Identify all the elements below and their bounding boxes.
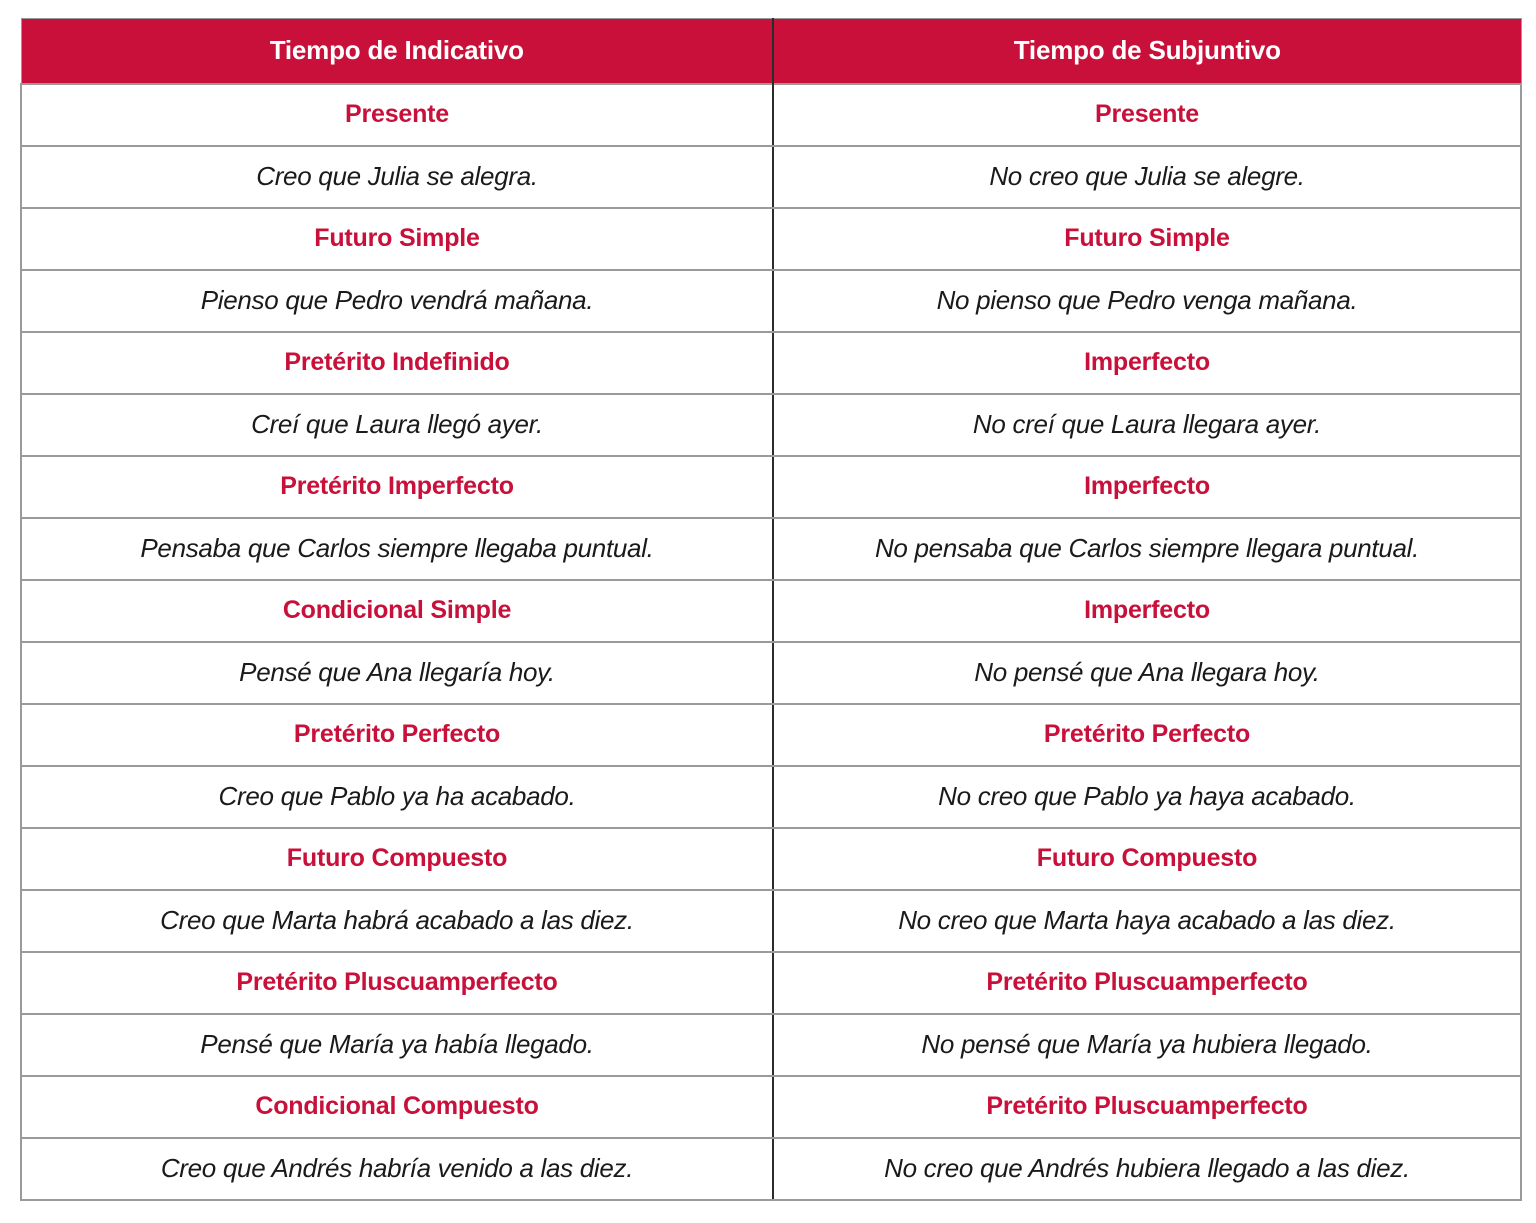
cell-label: Creo que Marta habrá acabado a las diez.: [160, 905, 634, 936]
example-cell-indicativo: [21, 1138, 773, 1200]
tense-cell-subjuntivo: [773, 332, 1521, 394]
cell-label: Imperfecto: [1084, 471, 1210, 500]
cell-label: Futuro Compuesto: [286, 843, 508, 872]
column-header-subjuntivo: [773, 19, 1521, 84]
cell-label: Presente: [1094, 99, 1199, 128]
table-row: [21, 952, 1521, 1014]
cell-label: Condicional Simple: [282, 595, 512, 624]
cell-label: Futuro Simple: [1064, 223, 1230, 252]
tense-cell-indicativo: [21, 1076, 773, 1138]
cell-label: Pretérito Perfecto: [293, 719, 501, 748]
table-row: [21, 890, 1521, 952]
tense-cell-subjuntivo: [773, 580, 1521, 642]
example-cell-subjuntivo: [773, 394, 1521, 456]
column-header-subjuntivo-label: Tiempo de Subjuntivo: [1013, 35, 1281, 66]
cell-label: Creí que Laura llegó ayer.: [251, 409, 543, 440]
table-row: [21, 208, 1521, 270]
tense-cell-subjuntivo: [773, 704, 1521, 766]
cell-label: Pretérito Pluscuamperfecto: [236, 967, 558, 996]
table-row: [21, 1076, 1521, 1138]
tense-cell-subjuntivo: [773, 208, 1521, 270]
cell-label: No creo que Pablo ya haya acabado.: [938, 781, 1356, 812]
example-cell-subjuntivo: [773, 766, 1521, 828]
table-row: [21, 518, 1521, 580]
table-row: [21, 580, 1521, 642]
table-row: [21, 146, 1521, 208]
example-cell-indicativo: [21, 518, 773, 580]
cell-label: Pensé que Ana llegaría hoy.: [239, 657, 555, 688]
cell-label: No pensaba que Carlos siempre llegara puntual.: [874, 533, 1420, 564]
table-row: [21, 766, 1521, 828]
example-cell-indicativo: [21, 394, 773, 456]
cell-label: No pienso que Pedro venga mañana.: [936, 285, 1358, 316]
cell-label: Pretérito Indefinido: [284, 347, 510, 376]
tense-cell-subjuntivo: [773, 456, 1521, 518]
cell-label: Creo que Pablo ya ha acabado.: [218, 781, 576, 812]
cell-label: Condicional Compuesto: [255, 1091, 539, 1120]
cell-label: Pretérito Perfecto: [1043, 719, 1251, 748]
cell-label: Creo que Julia se alegra.: [256, 161, 538, 192]
table-row: [21, 270, 1521, 332]
cell-label: No pensé que María ya hubiera llegado.: [921, 1029, 1373, 1060]
example-cell-subjuntivo: [773, 1138, 1521, 1200]
cell-label: Creo que Andrés habría venido a las diez.: [160, 1153, 634, 1184]
tense-cell-subjuntivo: [773, 952, 1521, 1014]
example-cell-indicativo: [21, 1014, 773, 1076]
table-row: [21, 394, 1521, 456]
table-row: [21, 332, 1521, 394]
table-row: [21, 642, 1521, 704]
cell-label: No creo que Andrés hubiera llegado a las diez.: [884, 1153, 1410, 1184]
example-cell-indicativo: [21, 270, 773, 332]
example-cell-subjuntivo: [773, 642, 1521, 704]
indicative-subjunctive-table: [20, 18, 1522, 1201]
cell-label: Pretérito Pluscuamperfecto: [986, 1091, 1308, 1120]
cell-label: Futuro Simple: [314, 223, 480, 252]
tense-cell-indicativo: [21, 332, 773, 394]
table-row: [21, 704, 1521, 766]
cell-label: Pretérito Pluscuamperfecto: [986, 967, 1308, 996]
example-cell-subjuntivo: [773, 270, 1521, 332]
cell-label: No creo que Julia se alegre.: [989, 161, 1305, 192]
table-row: [21, 1014, 1521, 1076]
example-cell-subjuntivo: [773, 518, 1521, 580]
tense-cell-indicativo: [21, 828, 773, 890]
cell-label: Imperfecto: [1084, 347, 1210, 376]
tense-cell-indicativo: [21, 84, 773, 146]
conjugation-table-container: [20, 18, 1520, 1201]
example-cell-subjuntivo: [773, 146, 1521, 208]
column-header-indicativo-label: Tiempo de Indicativo: [269, 35, 524, 66]
table-header: [21, 19, 1521, 84]
table-body: [21, 84, 1521, 1200]
example-cell-subjuntivo: [773, 890, 1521, 952]
cell-label: Pretérito Imperfecto: [280, 471, 514, 500]
header-row: [21, 19, 1521, 84]
cell-label: Presente: [344, 99, 449, 128]
cell-label: Imperfecto: [1084, 595, 1210, 624]
example-cell-indicativo: [21, 642, 773, 704]
cell-label: Futuro Compuesto: [1036, 843, 1258, 872]
cell-label: Pensé que María ya había llegado.: [200, 1029, 594, 1060]
tense-cell-indicativo: [21, 952, 773, 1014]
tense-cell-indicativo: [21, 580, 773, 642]
table-row: [21, 828, 1521, 890]
table-row: [21, 456, 1521, 518]
column-header-indicativo: [21, 19, 773, 84]
cell-label: No creí que Laura llegara ayer.: [972, 409, 1322, 440]
table-row: [21, 1138, 1521, 1200]
cell-label: No creo que Marta haya acabado a las diez.: [898, 905, 1396, 936]
table-row: [21, 84, 1521, 146]
example-cell-indicativo: [21, 146, 773, 208]
example-cell-indicativo: [21, 890, 773, 952]
tense-cell-indicativo: [21, 704, 773, 766]
cell-label: Pienso que Pedro vendrá mañana.: [200, 285, 594, 316]
cell-label: No pensé que Ana llegara hoy.: [974, 657, 1320, 688]
tense-cell-indicativo: [21, 456, 773, 518]
cell-label: Pensaba que Carlos siempre llegaba puntual.: [140, 533, 654, 564]
tense-cell-indicativo: [21, 208, 773, 270]
tense-cell-subjuntivo: [773, 1076, 1521, 1138]
example-cell-indicativo: [21, 766, 773, 828]
tense-cell-subjuntivo: [773, 828, 1521, 890]
tense-cell-subjuntivo: [773, 84, 1521, 146]
example-cell-subjuntivo: [773, 1014, 1521, 1076]
